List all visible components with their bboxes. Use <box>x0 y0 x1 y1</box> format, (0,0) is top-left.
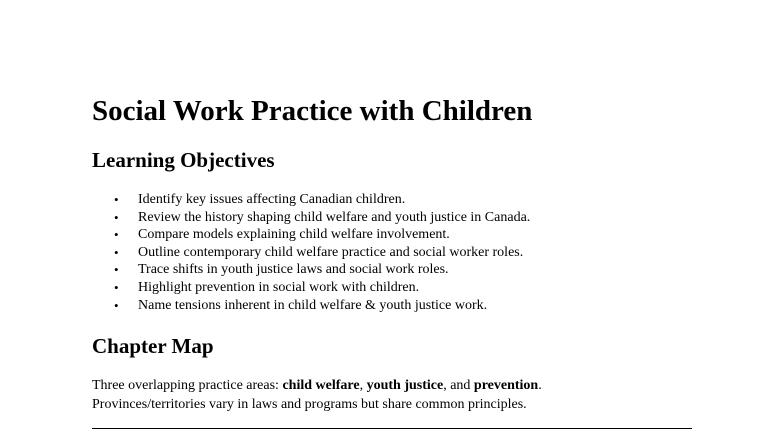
objective-text: Compare models explaining child welfare involvement. <box>138 227 450 243</box>
chapter-map-paragraph: Provinces/territories vary in laws and programs but share common principles. <box>92 397 527 412</box>
horizontal-rule <box>92 428 692 429</box>
learning-objectives-heading: Learning Objectives <box>92 148 275 172</box>
document-title: Social Work Practice with Children <box>92 95 533 127</box>
paragraph-end: . <box>538 378 542 393</box>
bullet-icon: • <box>114 279 119 295</box>
objective-text: Review the history shaping child welfare and youth justice in Canada. <box>138 209 531 225</box>
document-page <box>92 0 692 441</box>
term-youth-justice: youth justice <box>366 378 444 393</box>
bullet-icon: • <box>114 209 119 225</box>
chapter-map-body <box>92 376 542 414</box>
objective-text: Outline contemporary child welfare practice and social worker roles. <box>138 244 524 260</box>
term-child-welfare: child welfare <box>282 378 360 393</box>
term-prevention: prevention <box>473 378 539 393</box>
paragraph-lead: Three overlapping practice areas: <box>92 378 283 393</box>
objective-text: Highlight prevention in social work with children. <box>138 279 420 295</box>
bullet-icon: • <box>114 297 119 313</box>
bullet-icon: • <box>114 262 119 278</box>
chapter-map-heading: Chapter Map <box>92 334 214 358</box>
bullet-icon: • <box>114 192 119 207</box>
objective-text: Name tensions inherent in child welfare & youth justice work. <box>138 297 488 313</box>
objective-text: Trace shifts in youth justice laws and social work roles. <box>138 262 449 278</box>
bullet-icon: • <box>114 227 119 243</box>
bullet-icon: • <box>114 244 119 260</box>
term-separator: , <box>359 378 367 393</box>
term-separator: , and <box>443 378 474 393</box>
objective-text: Identify key issues affecting Canadian children. <box>138 192 406 207</box>
chapter-map-paragraph <box>92 376 542 395</box>
